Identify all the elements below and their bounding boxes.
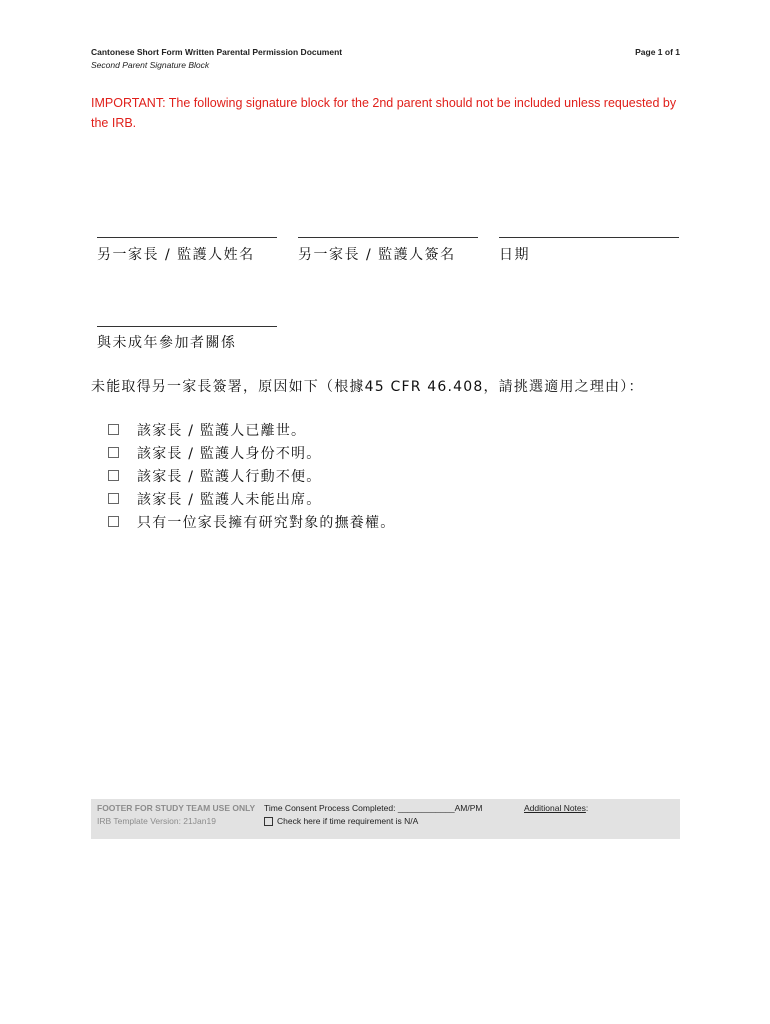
reason-option-label: 該家長 / 監護人身份不明。 (137, 445, 322, 462)
footer-template-version: IRB Template Version: 21Jan19 (97, 816, 216, 826)
reason-option-label: 只有一位家長擁有研究對象的撫養權。 (137, 514, 396, 531)
reason-option[interactable] (108, 510, 395, 533)
time-na-check[interactable] (264, 816, 418, 826)
reason-option-label: 該家長 / 監護人已離世。 (137, 422, 307, 439)
date-label: 日期 (499, 247, 530, 263)
important-notice: IMPORTANT: The following signature block for the 2nd parent should not be included unless requested by the IRB. (91, 96, 677, 130)
checkbox[interactable] (108, 424, 119, 435)
checkbox[interactable] (108, 516, 119, 527)
checkbox[interactable] (108, 447, 119, 458)
reason-options (108, 418, 395, 533)
checkbox[interactable] (108, 470, 119, 481)
additional-notes-colon: : (585, 803, 589, 813)
time-consent-field[interactable]: Time Consent Process Completed: ____________AM/PM (264, 803, 483, 813)
additional-notes-label: Additional Notes (524, 803, 586, 813)
reason-option-label: 該家長 / 監護人行動不便。 (137, 468, 322, 485)
reason-option-label: 該家長 / 監護人未能出席。 (137, 491, 322, 508)
additional-notes[interactable] (524, 803, 588, 813)
reason-option[interactable] (108, 487, 395, 510)
document-subtitle: Second Parent Signature Block (91, 60, 210, 70)
reason-option[interactable] (108, 418, 395, 441)
date-line[interactable] (499, 237, 679, 238)
checkbox[interactable] (108, 493, 119, 504)
footer-team-use-label: FOOTER FOR STUDY TEAM USE ONLY (97, 803, 256, 813)
parent-signature-label: 另一家長 / 監護人簽名 (298, 247, 456, 263)
reason-option[interactable] (108, 464, 395, 487)
relationship-line[interactable] (97, 326, 277, 327)
parent-name-label: 另一家長 / 監護人姓名 (97, 247, 255, 263)
study-team-footer (91, 799, 680, 839)
time-na-label: Check here if time requirement is N/A (277, 816, 419, 826)
parent-signature-line[interactable] (298, 237, 478, 238)
reason-prompt: 未能取得另一家長簽署，原因如下（根據45 CFR 46.408，請挑選適用之理由）： (91, 379, 644, 395)
reason-option[interactable] (108, 441, 395, 464)
document-title: Cantonese Short Form Written Parental Permission Document (91, 47, 343, 57)
relationship-label: 與未成年參加者關係 (97, 335, 237, 351)
page-number: Page 1 of 1 (635, 47, 680, 57)
parent-name-line[interactable] (97, 237, 277, 238)
checkbox[interactable] (264, 817, 273, 826)
